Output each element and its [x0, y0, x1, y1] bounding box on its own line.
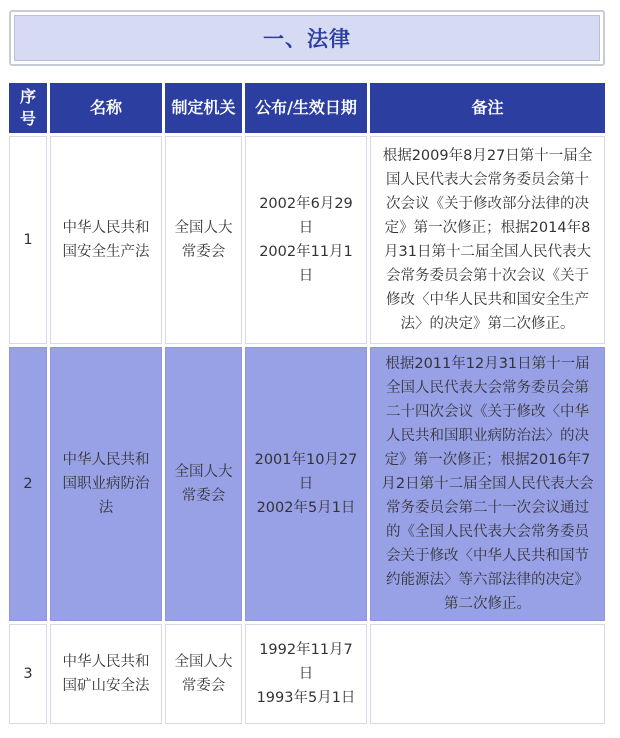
header-date: 公布/生效日期 — [245, 83, 367, 133]
law-table — [6, 80, 608, 727]
cell-index: 3 — [9, 624, 47, 724]
date-published: 2001年10月27日 — [254, 452, 358, 492]
cell-authority: 全国人大常委会 — [165, 347, 242, 621]
date-published: 2002年6月29日 — [259, 196, 353, 236]
header-authority: 制定机关 — [165, 83, 242, 133]
cell-date — [245, 136, 367, 344]
date-effective: 2002年5月1日 — [256, 500, 356, 516]
cell-note: 根据2009年8月27日第十一届全国人民代表大会常务委员会第十次会议《关于修改部分法律的决定》第一次修正；根据2014年8月31日第十二届全国人民代表大会常务委员会第十次会议《关于修改〈中华人民共和国安全生产法〉的决定》第二次修正。 — [370, 136, 605, 344]
cell-date — [245, 347, 367, 621]
cell-name: 中华人民共和国矿山安全法 — [50, 624, 162, 724]
header-note: 备注 — [370, 83, 605, 133]
cell-authority: 全国人大常委会 — [165, 136, 242, 344]
date-published: 1992年11月7日 — [259, 642, 353, 682]
cell-name: 中华人民共和国安全生产法 — [50, 136, 162, 344]
cell-date — [245, 624, 367, 724]
cell-index: 2 — [9, 347, 47, 621]
cell-authority: 全国人大常委会 — [165, 624, 242, 724]
table-row — [9, 347, 605, 621]
cell-note: 根据2011年12月31日第十一届全国人民代表大会常务委员会第二十四次会议《关于修改〈中华人民共和国职业病防治法〉的决定》第一次修正；根据2016年7月2日第十二届全国人民代表大会常务委员会第二十一次会议通过的《全国人民代表大会常务委员会关于修改〈中华人民共和国节约能源法〉等六部法律的决定》第二次修正。 — [370, 347, 605, 621]
table-row — [9, 624, 605, 724]
table-header-row — [9, 83, 605, 133]
cell-name: 中华人民共和国职业病防治法 — [50, 347, 162, 621]
cell-index: 1 — [9, 136, 47, 344]
section-title-box — [9, 10, 605, 66]
header-name: 名称 — [50, 83, 162, 133]
date-effective: 2002年11月1日 — [259, 244, 353, 284]
table-row — [9, 136, 605, 344]
header-index: 序号 — [9, 83, 47, 133]
section-title: 一、法律 — [14, 15, 600, 61]
cell-note — [370, 624, 605, 724]
date-effective: 1993年5月1日 — [256, 690, 356, 706]
